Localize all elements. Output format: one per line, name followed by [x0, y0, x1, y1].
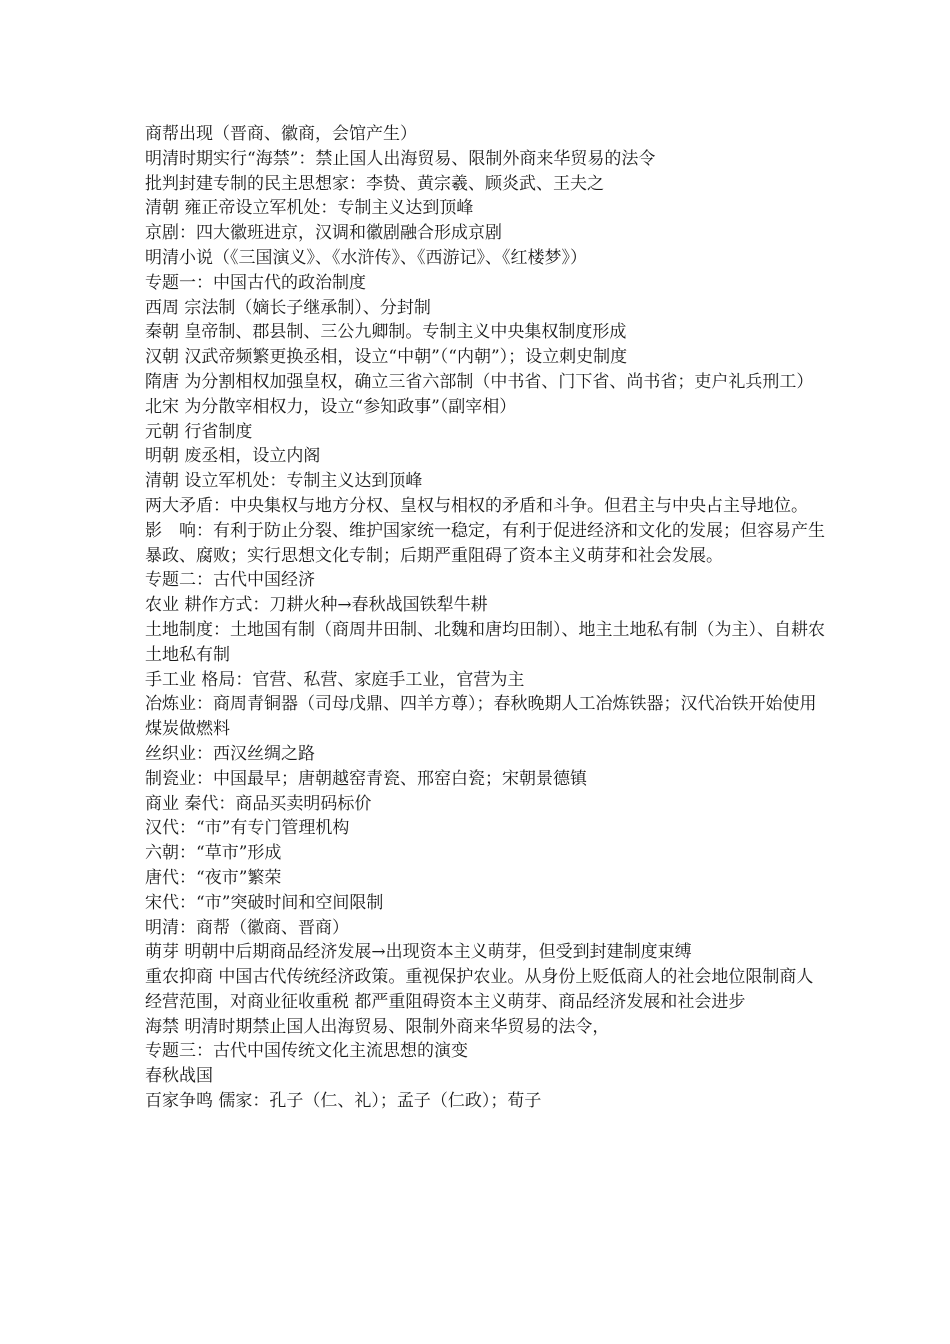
text-line: 元朝 行省制度: [145, 421, 253, 442]
text-line: 土地制度：土地国有制（商周井田制、北魏和唐均田制）、地主土地私有制（为主）、自耕农土地私有制: [145, 619, 825, 665]
section-heading: 专题一：中国古代的政治制度: [145, 272, 366, 293]
text-line: 京剧：四大徽班进京，汉调和徽剧融合形成京剧: [145, 223, 502, 244]
text-line: 北宋 为分散宰相权力，设立“参知政事”（副宰相）: [145, 396, 517, 417]
text-line: 六朝：“草市”形成: [145, 843, 282, 864]
text-line: 明朝 废丞相，设立内阁: [145, 446, 321, 467]
text-line: 明清：商帮（徽商、晋商）: [145, 917, 349, 938]
text-line: 宋代：“市”突破时间和空间限制: [145, 892, 384, 913]
text-line: 春秋战国: [145, 1066, 213, 1087]
text-line: 隋唐 为分割相权加强皇权，确立三省六部制（中书省、门下省、尚书省；吏户礼兵刑工）: [145, 371, 814, 392]
text-line: 海禁 明清时期禁止国人出海贸易、限制外商来华贸易的法令，: [145, 1016, 610, 1037]
text-line: 明清小说（《三国演义》、《水浒传》、《西游记》、《红楼梦》）: [145, 247, 587, 268]
text-line: 西周 宗法制（嫡长子继承制）、分封制: [145, 297, 431, 318]
text-line: 百家争鸣 儒家：孔子（仁、礼）；孟子（仁政）；荀子: [145, 1091, 542, 1112]
text-line: 商业 秦代：商品买卖明码标价: [145, 793, 372, 814]
text-line: 明清时期实行“海禁”：禁止国人出海贸易、限制外商来华贸易的法令: [145, 148, 656, 169]
text-line: 手工业 格局：官营、私营、家庭手工业，官营为主: [145, 669, 525, 690]
text-line: 丝织业：西汉丝绸之路: [145, 743, 315, 764]
text-line: 汉朝 汉武帝频繁更换丞相，设立“中朝”（“内朝”）；设立刺史制度: [145, 347, 628, 368]
text-line: 清朝 雍正帝设立军机处：专制主义达到顶峰: [145, 198, 474, 219]
text-line: 冶炼业：商周青铜器（司母戊鼎、四羊方尊）；春秋晚期人工冶炼铁器；汉代冶铁开始使用煤炭做燃料: [145, 694, 817, 740]
text-line: 批判封建专制的民主思想家：李贽、黄宗羲、顾炎武、王夫之: [145, 173, 604, 194]
text-line: 农业 耕作方式：刀耕火种→春秋战国铁犁牛耕: [145, 595, 488, 616]
text-line: 制瓷业：中国最早；唐朝越窑青瓷、邢窑白瓷；宋朝景德镇: [145, 768, 587, 789]
text-line: 商帮出现（晋商、徽商，会馆产生）: [145, 124, 417, 144]
text-line: 秦朝 皇帝制、郡县制、三公九卿制。专制主义中央集权制度形成: [145, 322, 627, 343]
section-heading: 专题二：古代中国经济: [145, 570, 315, 591]
text-line: 重农抑商 中国古代传统经济政策。重视保护农业。从身份上贬低商人的社会地位限制商人经营范围，对商业征收重税 都严重阻碍资本主义萌芽、商品经济发展和社会进步: [145, 967, 814, 1012]
text-line: 唐代：“夜市”繁荣: [145, 867, 282, 888]
text-line: 汉代：“市”有专门管理机构: [145, 818, 350, 839]
text-line: 清朝 设立军机处：专制主义达到顶峰: [145, 471, 423, 492]
text-line: 影 响：有利于防止分裂、维护国家统一稳定，有利于促进经济和文化的发展；但容易产生暴政、腐败；实行思想文化专制；后期严重阻碍了资本主义萌芽和社会发展。: [145, 520, 825, 566]
text-line: 萌芽 明朝中后期商品经济发展→出现资本主义萌芽，但受到封建制度束缚: [145, 942, 692, 963]
section-heading: 专题三：古代中国传统文化主流思想的演变: [145, 1041, 468, 1062]
document-body: [145, 122, 825, 1114]
text-line: 两大矛盾：中央集权与地方分权、皇权与相权的矛盾和斗争。但君主与中央占主导地位。: [145, 495, 808, 516]
